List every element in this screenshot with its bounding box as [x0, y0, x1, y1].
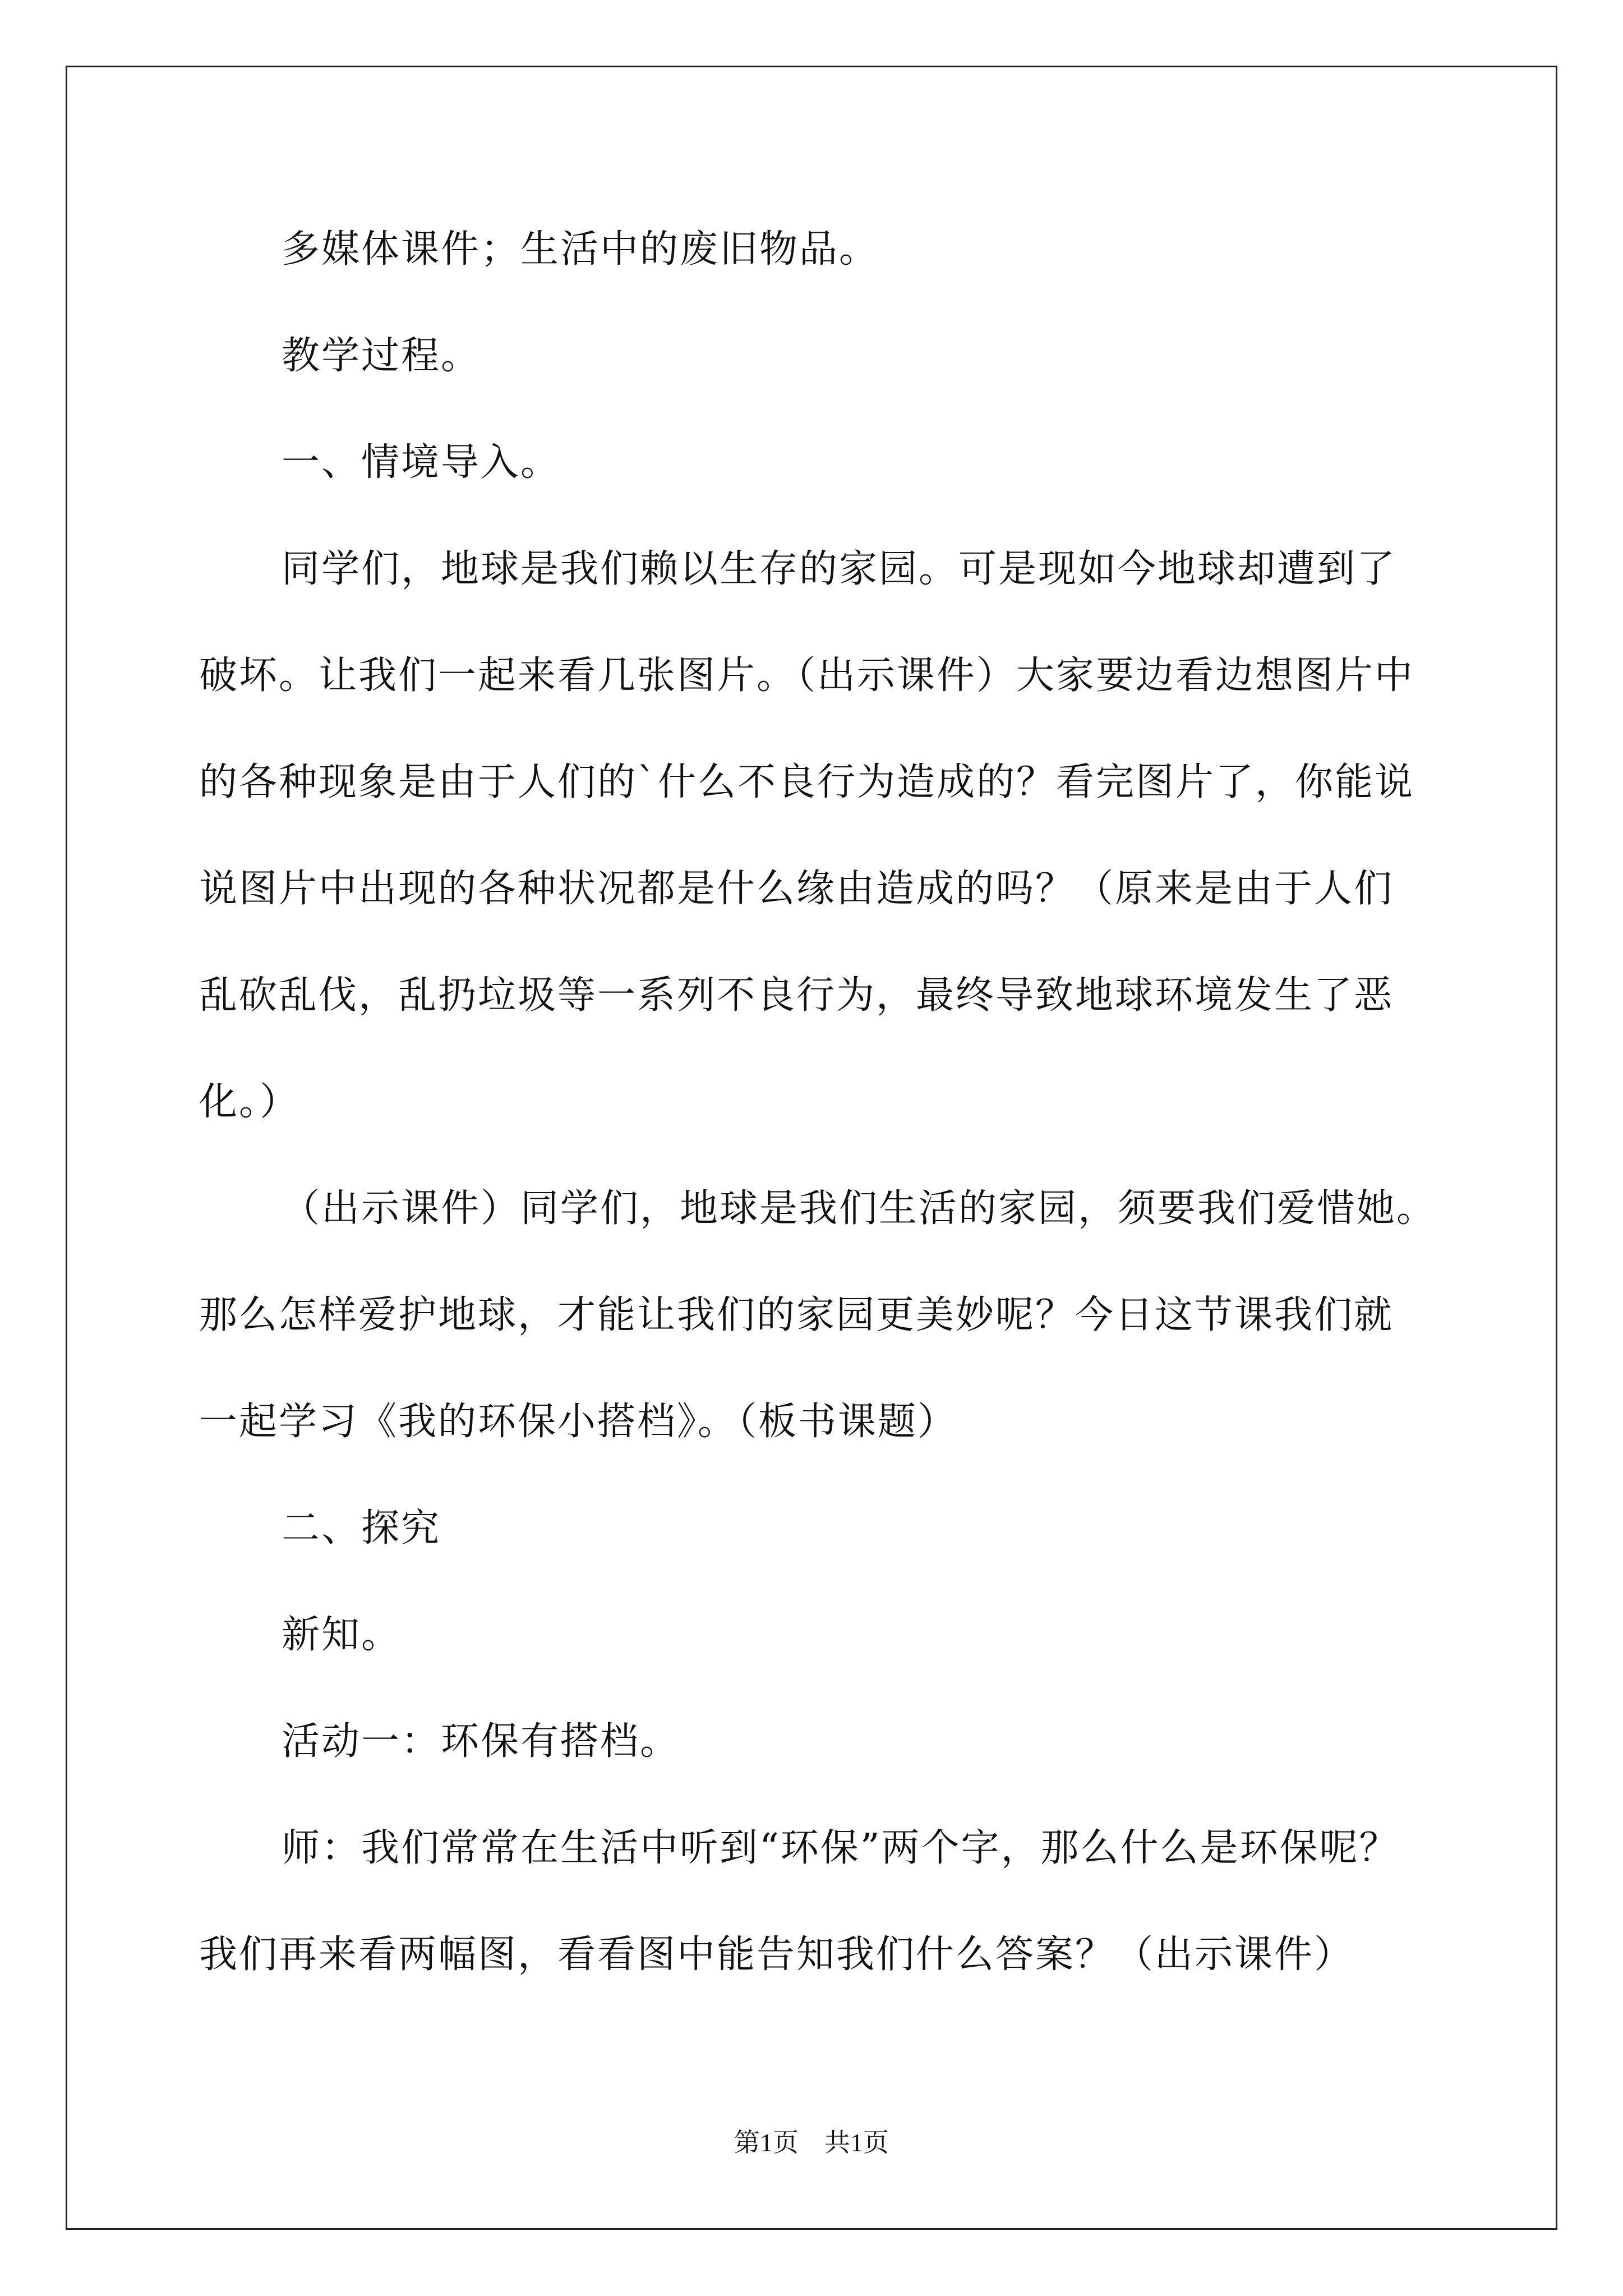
- paragraph-line: 多媒体课件；生活中的废旧物品。: [282, 227, 879, 272]
- paragraph-line: 一起学习《我的环保小搭档》。（板书课题）: [199, 1400, 958, 1444]
- paragraph-line: 乱砍乱伐，乱扔垃圾等一系列不良行为，最终导致地球环境发生了恶: [199, 973, 1394, 1018]
- section-heading: 二、探究: [282, 1506, 441, 1550]
- paragraph-line: 破坏。让我们一起来看几张图片。（出示课件）大家要边看边想图片中: [199, 654, 1415, 698]
- paragraph-line: 说图片中出现的各种状况都是什么缘由造成的吗？（原来是由于人们: [199, 867, 1394, 911]
- paragraph-line: 我们再来看两幅图，看看图中能告知我们什么答案？（出示课件）: [199, 1932, 1354, 1977]
- section-heading: 一、情境导入。: [282, 440, 561, 485]
- paragraph-line: 教学过程。: [282, 334, 481, 378]
- paragraph-line: 那么怎样爱护地球，才能让我们的家园更美妙呢？今日这节课我们就: [199, 1293, 1394, 1337]
- paragraph-line: 化。）: [199, 1080, 300, 1124]
- paragraph-line: 新知。: [282, 1613, 402, 1657]
- paragraph-line: 的各种现象是由于人们的`什么不良行为造成的？看完图片了，你能说: [199, 760, 1415, 804]
- activity-heading: 活动一：环保有搭档。: [282, 1719, 680, 1764]
- page-number: 第1页 共1页: [734, 2128, 889, 2157]
- page-border: [66, 66, 1557, 2230]
- paragraph-line: 同学们，地球是我们赖以生存的家园。可是现如今地球却遭到了: [282, 547, 1397, 591]
- paragraph-line: 师：我们常常在生活中听到“环保”两个字，那么什么是环保呢？: [282, 1826, 1399, 1870]
- paragraph-line: （出示课件）同学们，地球是我们生活的家园，须要我们爱惜她。: [282, 1186, 1437, 1231]
